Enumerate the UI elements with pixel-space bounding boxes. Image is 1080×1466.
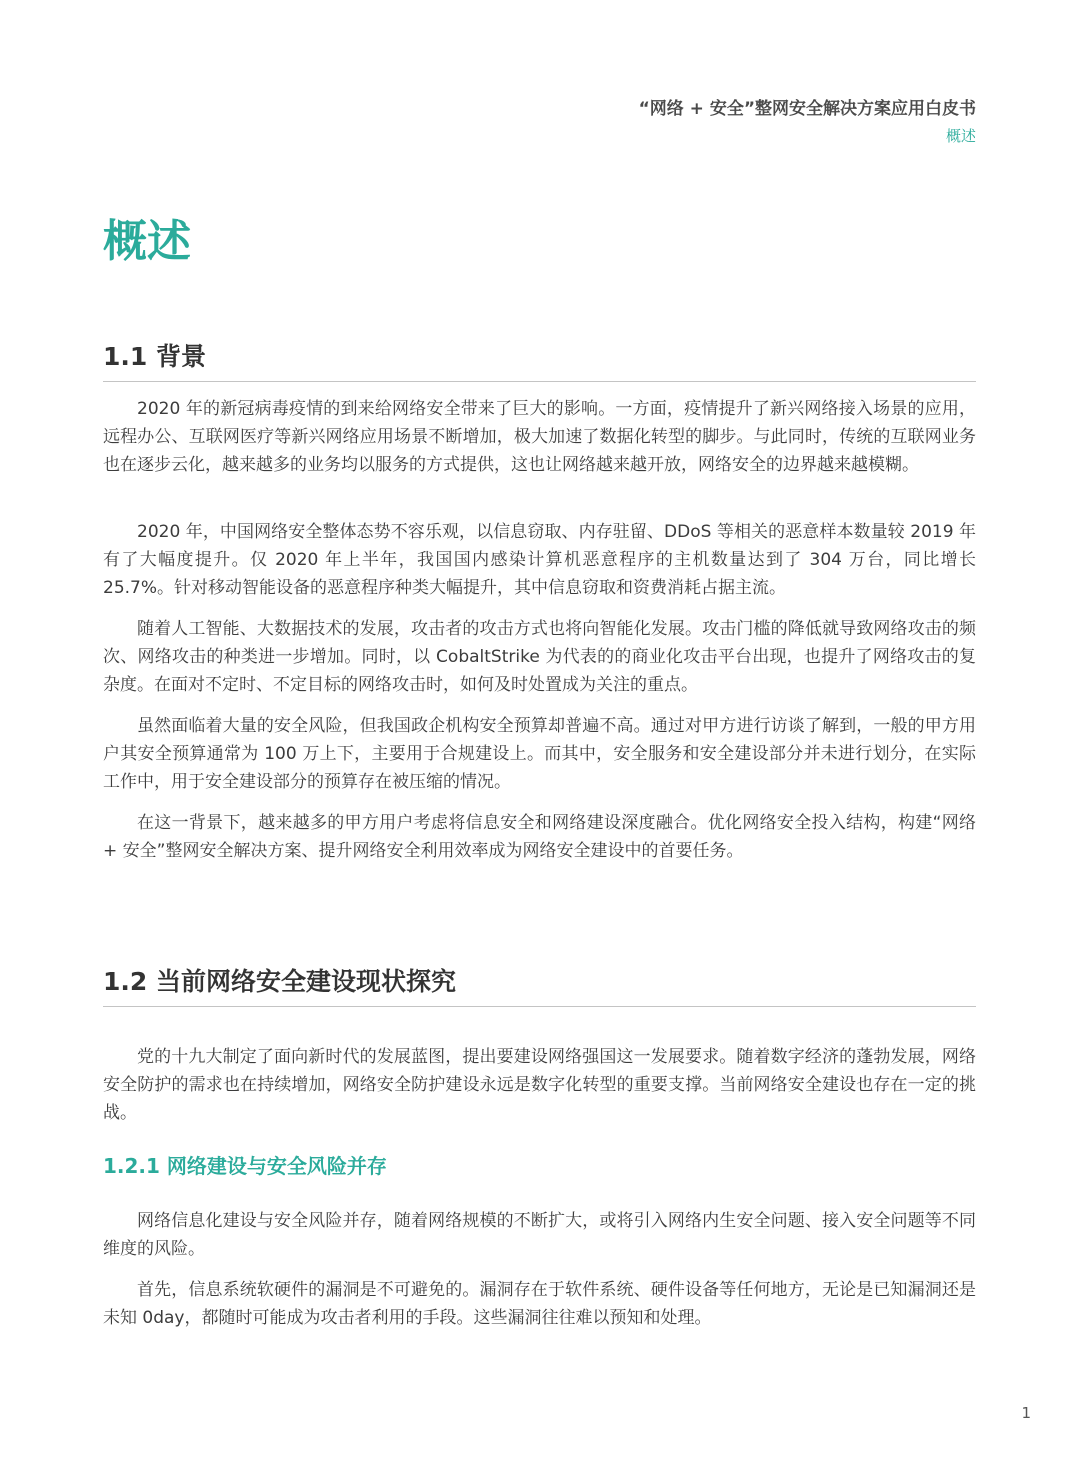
- paragraph: 2020 年的新冠病毒疫情的到来给网络安全带来了巨大的影响。一方面，疫情提升了新兴网络接入场景的应用，远程办公、互联网医疗等新兴网络应用场景不断增加，极大加速了数据化转型的脚步。与此同时，传统的互联网业务也在逐步云化，越来越多的业务均以服务的方式提供，这也让网络越来越开放，网络安全的边界越来越模糊。: [103, 399, 976, 475]
- subsection-title: 1.2.1 网络建设与安全风险并存: [103, 1154, 387, 1178]
- paragraph: 虽然面临着大量的安全风险，但我国政企机构安全预算却普遍不高。通过对甲方进行访谈了解到，一般的甲方用户其安全预算通常为 100 万上下，主要用于合规建设上。而其中，安全服务和安全建设部分并未进行划分，在实际工作中，用于安全建设部分的预算存在被压缩的情况。: [103, 716, 976, 792]
- page-number: 1: [1021, 1404, 1031, 1422]
- section-title-current-status: 1.2 当前网络安全建设现状探究: [103, 962, 976, 1007]
- paragraph: 2020 年，中国网络安全整体态势不容乐观，以信息窃取、内存驻留、DDoS 等相关的恶意样本数量较 2019 年有了大幅度提升。仅 2020 年上半年，我国国内感染计算机恶意程序的主机数量达到了 304 万台，同比增长 25.7%。针对移动智能设备的恶意程序种类大幅提升，其中信息窃取和资费消耗占据主流。: [103, 522, 976, 598]
- paragraph: 在这一背景下，越来越多的甲方用户考虑将信息安全和网络建设深度融合。优化网络安全投入结构，构建“网络 + 安全”整网安全解决方案、提升网络安全利用效率成为网络安全建设中的首要任务。: [103, 813, 976, 861]
- running-chapter-label: 概述: [945, 127, 976, 145]
- paragraph: 党的十九大制定了面向新时代的发展蓝图，提出要建设网络强国这一发展要求。随着数字经济的蓬勃发展，网络安全防护的需求也在持续增加，网络安全防护建设永远是数字化转型的重要支撑。当前网络安全建设也存在一定的挑战。: [103, 1047, 976, 1123]
- section-title-background: 1.1 背景: [103, 337, 976, 382]
- paragraph: 首先，信息系统软硬件的漏洞是不可避免的。漏洞存在于软件系统、硬件设备等任何地方，无论是已知漏洞还是未知 0day，都随时可能成为攻击者利用的手段。这些漏洞往往难以预知和处理。: [103, 1280, 976, 1328]
- page-header: [639, 95, 976, 149]
- document-title: “网络 + 安全”整网安全解决方案应用白皮书: [638, 99, 976, 119]
- chapter-title: 概述: [103, 216, 191, 267]
- paragraph: 网络信息化建设与安全风险并存，随着网络规模的不断扩大，或将引入网络内生安全问题、接入安全问题等不同维度的风险。: [103, 1211, 976, 1259]
- paragraph: 随着人工智能、大数据技术的发展，攻击者的攻击方式也将向智能化发展。攻击门槛的降低就导致网络攻击的频次、网络攻击的种类进一步增加。同时，以 CobaltStrike 为代表的的商业化攻击平台出现，也提升了网络攻击的复杂度。在面对不定时、不定目标的网络攻击时，如何及时处置成为关注的重点。: [103, 619, 976, 695]
